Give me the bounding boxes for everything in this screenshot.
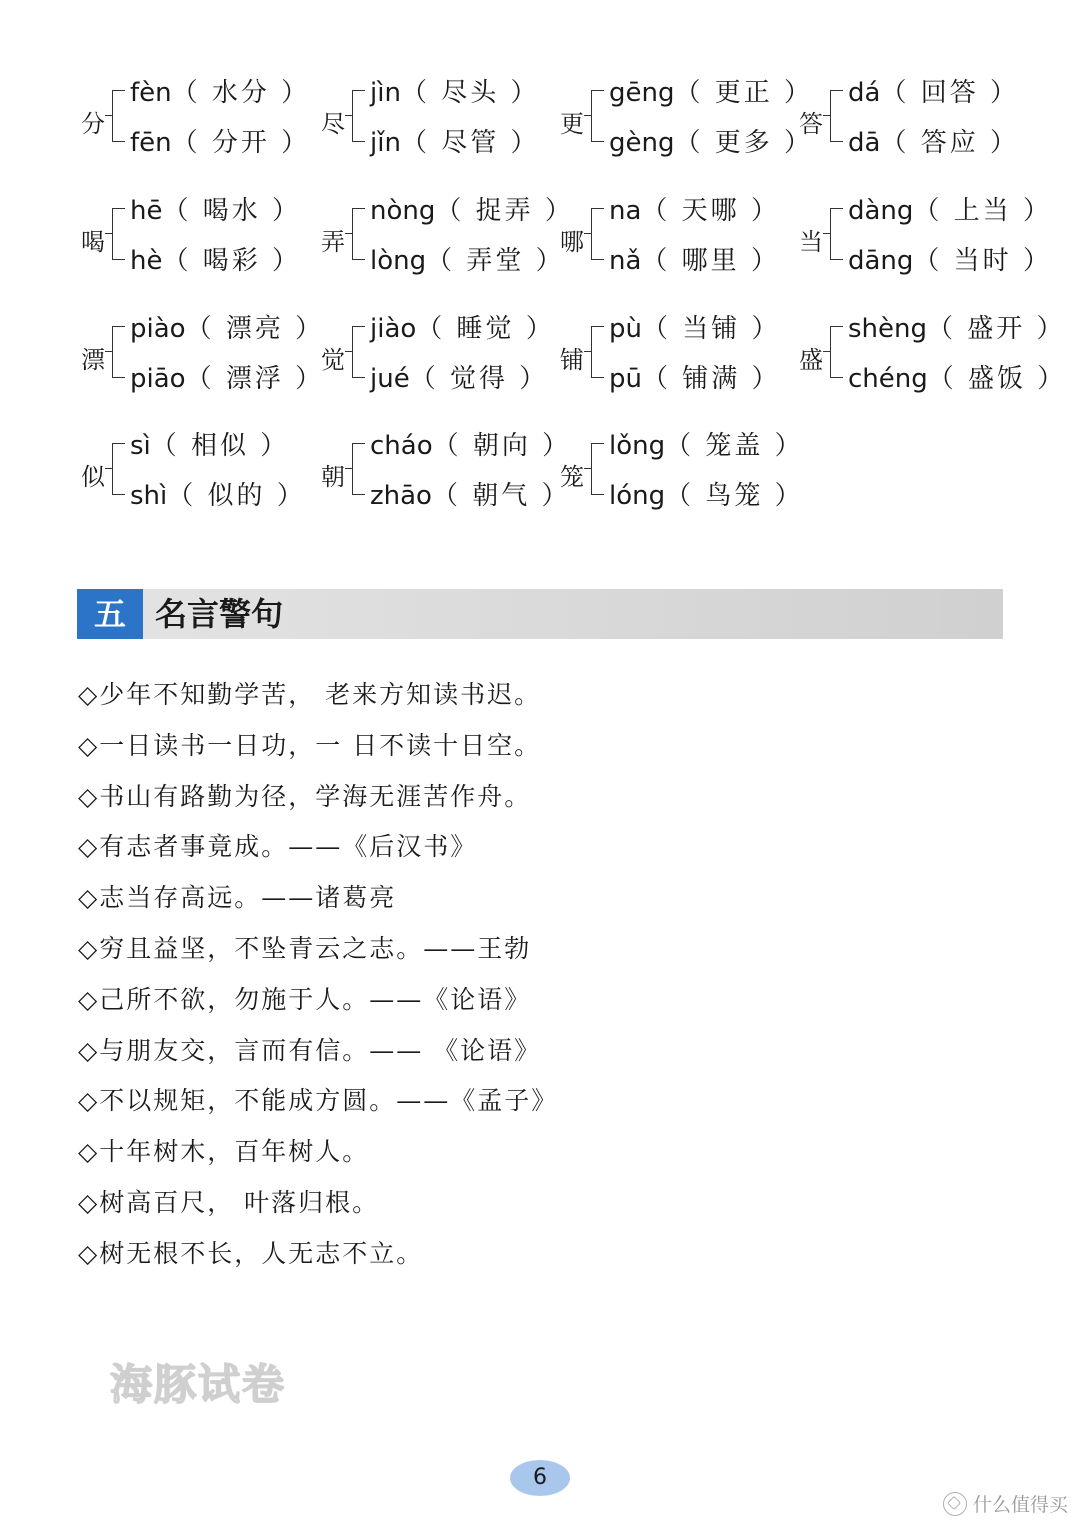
pinyin: fēn: [130, 128, 172, 158]
example-word: （ 分开 ）: [171, 128, 311, 158]
reading-line: [370, 481, 571, 511]
site-badge: [943, 1490, 1068, 1517]
reading-line: [370, 246, 565, 276]
pinyin: cháo: [370, 431, 433, 461]
polyphone-entry: [557, 431, 804, 531]
example-word: （ 更正 ）: [674, 78, 814, 108]
bracket-connector: [591, 443, 604, 495]
polyphone-char: 分: [81, 110, 105, 138]
polyphone-entry: [318, 431, 572, 531]
pinyin: zhāo: [370, 481, 432, 511]
reading-line: [130, 246, 301, 276]
polyphone-grid: [0, 0, 1080, 560]
polyphone-entry: [557, 78, 814, 178]
polyphone-entry: [318, 78, 558, 178]
pinyin: piào: [130, 314, 186, 344]
quote-list: [78, 670, 558, 1280]
example-word: （ 弄堂 ）: [426, 246, 565, 276]
pinyin: fèn: [130, 78, 172, 108]
example-word: （ 朝向 ）: [432, 431, 572, 461]
reading-line: [130, 78, 310, 108]
bracket-connector: [830, 90, 843, 142]
polyphone-char: 笼: [560, 463, 584, 491]
bracket-connector: [830, 326, 843, 378]
example-word: （ 朝气 ）: [431, 481, 571, 511]
pinyin: gèng: [609, 128, 675, 158]
pinyin: piāo: [130, 364, 186, 394]
site-logo-icon: [943, 1492, 967, 1516]
example-word: （ 当时 ）: [913, 246, 1052, 276]
polyphone-char: 觉: [321, 346, 345, 374]
example-word: （ 哪里 ）: [641, 246, 780, 276]
bracket-connector: [112, 208, 125, 260]
bracket-connector: [591, 90, 604, 142]
section-title: 名言警句: [155, 595, 284, 633]
reading-line: [848, 364, 1066, 394]
example-word: （ 捉弄 ）: [435, 196, 574, 226]
reading-line: [130, 431, 289, 461]
quote-item: ◇志当存高远。——诸葛亮: [78, 883, 397, 913]
example-word: （ 似的 ）: [167, 481, 306, 511]
polyphone-char: 弄: [321, 228, 345, 256]
example-word: （ 睡觉 ）: [416, 314, 555, 344]
polyphone-char: 似: [81, 463, 105, 491]
polyphone-char: 更: [560, 110, 584, 138]
pinyin: pū: [609, 364, 642, 394]
polyphone-char: 漂: [81, 346, 105, 374]
pinyin: nǎ: [609, 246, 642, 276]
reading-line: [370, 128, 539, 158]
example-word: （ 铺满 ）: [641, 364, 781, 394]
pinyin: jìn: [370, 78, 401, 108]
reading-line: [130, 364, 324, 394]
quote-item: ◇己所不欲，勿施于人。——《论语》: [78, 984, 532, 1014]
example-word: （ 漂亮 ）: [185, 314, 325, 344]
example-word: （ 相似 ）: [150, 431, 290, 461]
reading-line: [130, 128, 310, 158]
example-word: （ 觉得 ）: [409, 364, 549, 394]
pinyin: pù: [609, 314, 642, 344]
pinyin: dàng: [848, 196, 914, 226]
quote-item: ◇树高百尺， 叶落归根。: [78, 1187, 380, 1217]
pinyin: lòng: [370, 246, 427, 276]
reading-line: [609, 128, 813, 158]
pinyin: hē: [130, 196, 163, 226]
site-badge-label: 什么值得买: [972, 1494, 1068, 1516]
quote-item: ◇十年树木，百年树人。: [78, 1137, 370, 1167]
polyphone-char: 朝: [321, 463, 345, 491]
pinyin: lǒng: [609, 431, 666, 461]
pinyin: na: [609, 196, 642, 226]
bracket-connector: [352, 208, 365, 260]
quote-item: ◇有志者事竟成。——《后汉书》: [78, 832, 478, 862]
reading-line: [609, 314, 781, 344]
reading-line: [848, 196, 1052, 226]
polyphone-entry: [796, 78, 1036, 178]
example-word: （ 上当 ）: [913, 196, 1052, 226]
bracket-connector: [352, 443, 365, 495]
example-word: （ 尽管 ）: [400, 128, 540, 158]
reading-line: [848, 246, 1052, 276]
quote-item: ◇书山有路勤为径，学海无涯苦作舟。: [78, 781, 532, 811]
pinyin: sì: [130, 431, 151, 461]
pinyin: chéng: [848, 364, 928, 394]
pinyin: nòng: [370, 196, 436, 226]
example-word: （ 天哪 ）: [641, 196, 780, 226]
example-word: （ 回答 ）: [880, 78, 1019, 108]
polyphone-entry: [557, 196, 797, 296]
section-header: [77, 589, 1003, 639]
example-word: （ 尽头 ）: [400, 78, 540, 108]
pinyin: gēng: [609, 78, 675, 108]
pinyin: jǐn: [370, 128, 401, 158]
polyphone-entry: [78, 431, 318, 531]
polyphone-char: 当: [799, 228, 823, 256]
polyphone-char: 盛: [799, 346, 823, 374]
polyphone-char: 喝: [81, 228, 105, 256]
example-word: （ 更多 ）: [674, 128, 814, 158]
reading-line: [609, 78, 813, 108]
quote-item: ◇不以规矩，不能成方圆。——《孟子》: [78, 1086, 559, 1116]
polyphone-char: 尽: [321, 110, 345, 138]
watermark-logo: 海豚试卷: [110, 1360, 287, 1409]
polyphone-entry: [318, 314, 558, 414]
pinyin: hè: [130, 246, 163, 276]
example-word: （ 盛饭 ）: [927, 364, 1067, 394]
example-word: （ 笼盖 ）: [665, 431, 804, 461]
reading-line: [609, 431, 804, 461]
reading-line: [848, 78, 1019, 108]
example-word: （ 喝水 ）: [162, 196, 302, 226]
reading-line: [370, 196, 574, 226]
example-word: （ 喝彩 ）: [162, 246, 302, 276]
bracket-connector: [352, 326, 365, 378]
section-number: 五: [77, 589, 143, 639]
quote-item: ◇与朋友交，言而有信。—— 《论语》: [78, 1035, 542, 1065]
example-word: （ 答应 ）: [880, 128, 1019, 158]
reading-line: [370, 431, 571, 461]
polyphone-entry: [796, 196, 1052, 296]
page-number: 6: [510, 1460, 570, 1496]
polyphone-char: 铺: [560, 346, 584, 374]
reading-line: [130, 314, 324, 344]
bracket-connector: [112, 443, 125, 495]
example-word: （ 水分 ）: [171, 78, 311, 108]
example-word: （ 当铺 ）: [641, 314, 781, 344]
pinyin: shì: [130, 481, 168, 511]
reading-line: [130, 196, 301, 226]
quote-item: ◇一日读书一日功，一 日不读十日空。: [78, 730, 542, 760]
pinyin: jiào: [370, 314, 417, 344]
polyphone-entry: [796, 314, 1067, 414]
pinyin: shèng: [848, 314, 928, 344]
polyphone-entry: [78, 196, 318, 296]
polyphone-char: 哪: [560, 228, 584, 256]
reading-line: [609, 196, 780, 226]
reading-line: [848, 314, 1066, 344]
bracket-connector: [591, 326, 604, 378]
bracket-connector: [112, 326, 125, 378]
pinyin: lóng: [609, 481, 666, 511]
polyphone-entry: [557, 314, 797, 414]
polyphone-entry: [78, 78, 318, 178]
bracket-connector: [112, 90, 125, 142]
reading-line: [609, 481, 804, 511]
reading-line: [848, 128, 1019, 158]
example-word: （ 盛开 ）: [927, 314, 1066, 344]
pinyin: dá: [848, 78, 881, 108]
reading-line: [370, 78, 539, 108]
reading-line: [609, 246, 780, 276]
bracket-connector: [591, 208, 604, 260]
quote-item: ◇少年不知勤学苦， 老来方知读书迟。: [78, 680, 542, 709]
polyphone-entry: [318, 196, 574, 296]
quote-item: ◇树无根不长，人无志不立。: [78, 1238, 424, 1268]
example-word: （ 鸟笼 ）: [665, 481, 804, 511]
reading-line: [370, 314, 555, 344]
reading-line: [130, 481, 306, 511]
bracket-connector: [352, 90, 365, 142]
pinyin: dā: [848, 128, 881, 158]
pinyin: dāng: [848, 246, 914, 276]
pinyin: jué: [370, 364, 410, 394]
reading-line: [609, 364, 781, 394]
polyphone-char: 答: [799, 110, 823, 138]
reading-line: [370, 364, 548, 394]
polyphone-entry: [78, 314, 325, 414]
example-word: （ 漂浮 ）: [185, 364, 325, 394]
quote-item: ◇穷且益坚，不坠青云之志。——王勃: [78, 933, 532, 963]
bracket-connector: [830, 208, 843, 260]
